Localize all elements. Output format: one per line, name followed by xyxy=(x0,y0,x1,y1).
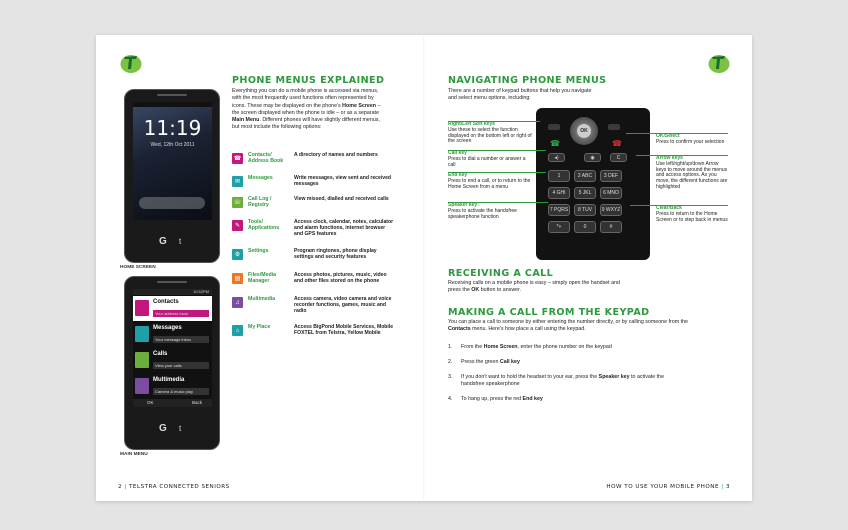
telstra-logo-icon xyxy=(120,52,142,74)
footer-title: HOW TO USE YOUR MOBILE PHONE xyxy=(606,484,719,490)
keypad-label-text: Use these to select the function displayed on the bottom left or right of the screen xyxy=(448,126,532,145)
keypad-label xyxy=(448,151,534,168)
menu-item-desc: A directory of names and numbers xyxy=(294,152,378,158)
menu-tile-icon xyxy=(135,378,149,394)
menu-item-row xyxy=(232,247,412,269)
right-soft-key[interactable] xyxy=(608,124,620,130)
menu-item-row xyxy=(232,271,412,293)
address-book-icon: ☎ xyxy=(232,153,243,164)
main-menu-item[interactable] xyxy=(133,374,212,399)
keypad-label-text: Press to return to the Home Screen or to step back in menus xyxy=(656,210,728,223)
footer-title: TELSTRA CONNECTED SENIORS xyxy=(129,484,230,490)
right-footer: HOW TO USE YOUR MOBILE PHONE | 3 xyxy=(606,484,730,490)
step-number: 1. xyxy=(448,344,453,350)
status-bar: 10:52PM xyxy=(133,289,212,295)
step-text-bold: Home Screen xyxy=(483,344,518,350)
menu-item-row xyxy=(232,218,412,240)
settings-icon: ⚙ xyxy=(232,249,243,260)
keypad-label-text: Press to activate the handsfree speakerphone function xyxy=(448,207,517,220)
tools-icon: ✎ xyxy=(232,220,243,231)
making-text: You can place a call to someone by either entering the number directly, or by calling someone from the Contacts menu. Here's how place a call using the keypad. xyxy=(448,319,688,333)
keypad-label xyxy=(656,156,730,191)
keypad-label xyxy=(448,122,534,145)
menu-item-name: Files/Media Manager xyxy=(248,272,276,284)
status-bar xyxy=(133,102,212,107)
main-menu-item-sub: Your address book xyxy=(153,310,209,317)
left-soft-key[interactable] xyxy=(548,124,560,130)
clock: 11:19 xyxy=(143,116,202,140)
my-place-icon: ⌂ xyxy=(232,325,243,336)
keypad-key[interactable]: # xyxy=(600,221,622,233)
keypad-key[interactable]: 7 PQRS xyxy=(548,204,570,216)
earpiece xyxy=(157,281,187,283)
telstra-mark-icon: t xyxy=(179,237,182,246)
unlock-slider[interactable] xyxy=(139,197,205,209)
home-screen-phone xyxy=(124,89,220,263)
menu-item-row xyxy=(232,195,412,217)
receiving-heading: RECEIVING A CALL xyxy=(448,268,554,279)
menu-item-row xyxy=(232,151,412,173)
menu-item-name: Contacts/ Address Book xyxy=(248,152,284,164)
left-footer: 2 | TELSTRA CONNECTED SENIORS xyxy=(118,484,230,490)
main-menu-item-sub: View your calls xyxy=(153,362,209,369)
navigating-intro: There are a number of keypad buttons that help you navigate and select menu options, including: xyxy=(448,88,592,102)
menu-item-row xyxy=(232,174,412,196)
keypad-label xyxy=(656,206,730,223)
step-number: 3. xyxy=(448,374,453,380)
menu-item-row xyxy=(232,323,412,345)
main-menu-item-sub: Your message inbox xyxy=(153,336,209,343)
main-menu-item[interactable] xyxy=(133,322,212,347)
speaker-key[interactable]: ◂) xyxy=(548,153,565,162)
nav-ring[interactable] xyxy=(570,117,598,145)
main-menu-item-title: Messages xyxy=(153,325,182,331)
date: Wed, 12th Oct 2011 xyxy=(150,142,195,148)
keypad-key[interactable]: 3 DEF xyxy=(600,170,622,182)
main-menu-item-title: Contacts xyxy=(153,299,179,305)
keypad-label-title: Call key xyxy=(448,150,467,156)
menu-item-desc: Access camera, video camera and voice recorder functions, games, music and radio xyxy=(294,296,392,314)
menu-tile-icon xyxy=(135,352,149,368)
keypad-label-text: Press to end a call, or to return to the Home Screen from a menu xyxy=(448,177,531,190)
folder-icon: ▤ xyxy=(232,273,243,284)
multimedia-icon: ♫ xyxy=(232,297,243,308)
camera-key[interactable]: ◉ xyxy=(584,153,601,162)
keypad-key[interactable]: 8 TUV xyxy=(574,204,596,216)
step-text-part: , enter the phone number on the keypad xyxy=(517,344,612,350)
keypad-label-text: Use left/right/up/down Arrow keys to move around the menus and access options. As you move, the different functions are highlighted xyxy=(656,160,728,190)
step-text-part: From the xyxy=(461,344,484,350)
page-number: 2 xyxy=(118,484,123,490)
envelope-icon: ✉ xyxy=(232,176,243,187)
menu-tile-icon xyxy=(135,326,149,342)
keypad-label-text: Press to dial a number or answer a call xyxy=(448,155,526,168)
main-menu-phone xyxy=(124,276,220,450)
menu-item-name: Tools/ Applications xyxy=(248,219,280,231)
step-text-bold: Speaker key xyxy=(598,374,630,380)
keypad-label-title: Arrow keys xyxy=(656,155,683,161)
menu-item-name: My Place xyxy=(248,324,271,330)
menu-tile-icon xyxy=(135,300,149,316)
making-heading: MAKING A CALL FROM THE KEYPAD xyxy=(448,307,650,318)
step-number: 4. xyxy=(448,396,453,402)
receiving-text: Receiving calls on a mobile phone is easy – simply open the handset and press the OK button to answer. xyxy=(448,280,620,294)
navigating-heading: NAVIGATING PHONE MENUS xyxy=(448,75,607,86)
telstra-mark-icon: t xyxy=(179,424,182,433)
step-text xyxy=(461,396,666,403)
keypad-key[interactable]: 9 WXYZ xyxy=(600,204,622,216)
keypad-key[interactable]: 5 JKL xyxy=(574,187,596,199)
phone-log-icon: ☏ xyxy=(232,197,243,208)
g-logo-icon: G xyxy=(159,236,167,247)
keypad-key[interactable]: 2 ABC xyxy=(574,170,596,182)
step-text-part: If you don't want to hold the headset to your ear, press the xyxy=(461,374,599,380)
menu-item-desc: Program ringtones, phone display settings and security features xyxy=(294,248,377,260)
phone-menus-heading: PHONE MENUS EXPLAINED xyxy=(232,75,385,86)
main-menu-display xyxy=(133,289,212,407)
menu-item-row xyxy=(232,295,412,317)
ok-key[interactable]: OK xyxy=(577,124,591,138)
keypad-key[interactable]: 6 MNO xyxy=(600,187,622,199)
end-key-icon[interactable]: ☎ xyxy=(612,139,622,148)
menu-item-desc: Access BigPond Mobile Services, Mobile FOXTEL from Telstra, Yellow Mobile xyxy=(294,324,394,336)
main-menu-item-sub: Camera & music play xyxy=(153,388,209,395)
keypad-key[interactable]: *+ xyxy=(548,221,570,233)
brochure-spread xyxy=(96,35,752,501)
main-menu-item[interactable] xyxy=(133,348,212,373)
main-menu-item-title: Multimedia xyxy=(153,377,185,383)
keypad-label xyxy=(448,173,534,190)
menu-item-desc: Access photos, pictures, music, video and other files stored on the phone xyxy=(294,272,387,284)
main-menu-caption: MAIN MENU xyxy=(120,452,148,457)
keypad-label-text: Press to confirm your selection xyxy=(656,138,725,145)
keypad-label-title: Clear/Back xyxy=(656,205,682,211)
keypad-label-title: Speaker key: xyxy=(448,202,479,208)
telstra-logo-icon xyxy=(708,52,730,74)
clear-key[interactable]: C xyxy=(610,153,627,162)
keypad-key[interactable]: 1 xyxy=(548,170,570,182)
main-menu-item[interactable] xyxy=(133,296,212,321)
keypad-phone xyxy=(536,108,650,260)
main-menu-item-title: Calls xyxy=(153,351,168,357)
step-text xyxy=(461,374,666,388)
phone-menus-intro: Everything you can do a mobile phone is accessed via menus, with the most frequently used functions often represented by icons. These may be displayed on the phone's Home Screen – the screen displayed when the phone is idle – or as a separate Main Menu. Different phones will have slightly different menus, but most include the following options: xyxy=(232,88,381,131)
g-logo-icon: G xyxy=(159,423,167,434)
keypad-label xyxy=(656,134,730,146)
softkey-bar xyxy=(133,399,212,407)
keypad-key[interactable]: 4 GHI xyxy=(548,187,570,199)
keypad-label-title: OK/Select xyxy=(656,133,680,139)
keypad-label-title: End key xyxy=(448,172,468,178)
home-screen-caption: HOME SCREEN xyxy=(120,265,156,270)
menu-item-desc: View missed, dialled and received calls xyxy=(294,196,389,202)
menu-item-name: Multimedia xyxy=(248,296,276,302)
menu-item-desc: Write messages, view sent and received messages xyxy=(294,175,392,187)
step-text-bold: End key xyxy=(522,396,543,402)
softkey-ok[interactable]: OK xyxy=(147,400,154,405)
keypad-label-title: Right/Left Soft keys xyxy=(448,121,495,127)
step-text xyxy=(461,359,666,366)
earpiece xyxy=(157,94,187,96)
menu-item-desc: Access clock, calendar, notes, calculator and alarm functions, internet browser and GPS features xyxy=(294,219,394,237)
step-number: 2. xyxy=(448,359,453,365)
step-text-part: Press the green xyxy=(461,359,500,365)
menu-item-name: Call Log / Registry xyxy=(248,196,272,208)
step-text-part: to activate the handsfree speakerphone xyxy=(461,374,665,387)
menu-item-name: Messages xyxy=(248,175,273,181)
softkey-back[interactable]: Back xyxy=(191,400,202,405)
home-screen-display xyxy=(133,102,212,220)
step-text xyxy=(461,344,666,351)
keypad-label xyxy=(448,203,534,220)
keypad-key[interactable]: 0 xyxy=(574,221,596,233)
page-gutter xyxy=(423,35,425,501)
menu-item-name: Settings xyxy=(248,248,269,254)
call-key-icon[interactable]: ☎ xyxy=(550,139,560,148)
page-number: 3 xyxy=(725,484,730,490)
step-text-bold: Call key xyxy=(499,359,520,365)
step-text-part: To hang up, press the red xyxy=(461,396,523,402)
